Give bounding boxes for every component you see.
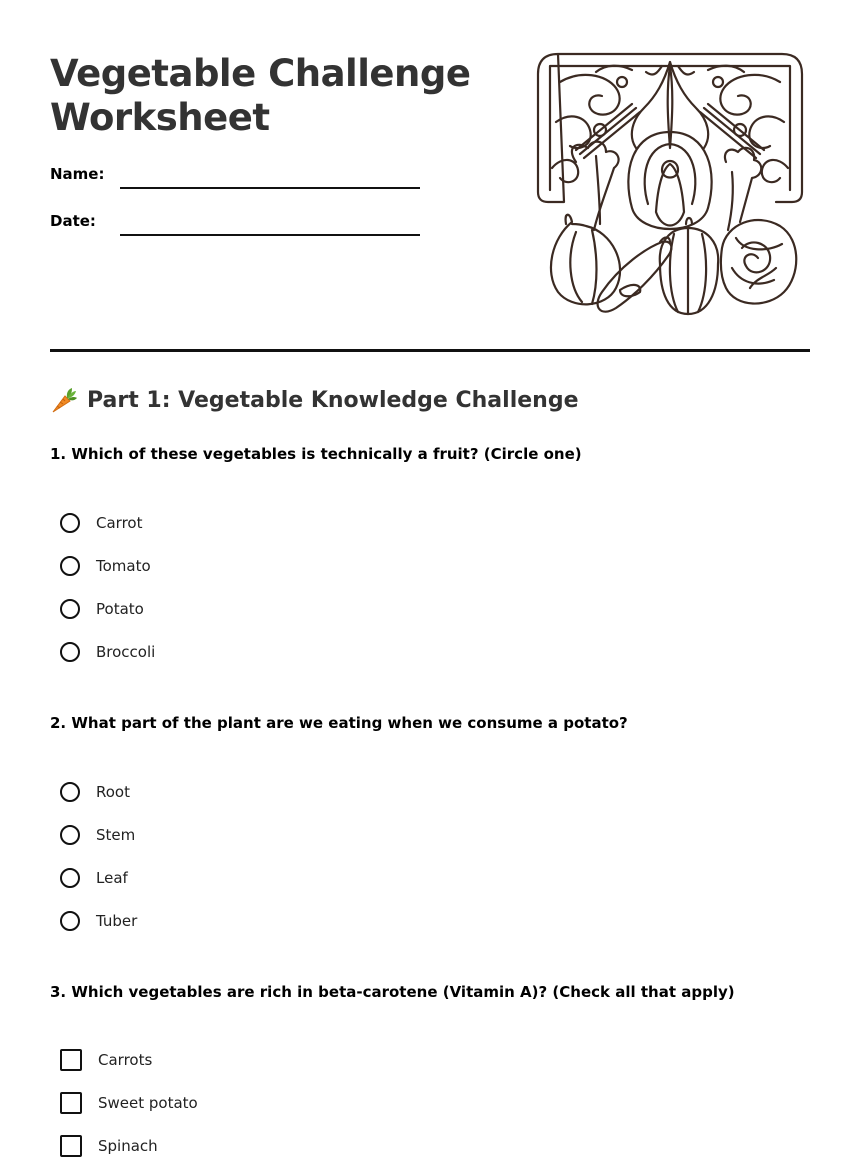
header-divider — [50, 349, 810, 352]
date-field[interactable] — [120, 234, 420, 236]
radio-circle[interactable] — [60, 782, 80, 802]
radio-circle[interactable] — [60, 599, 80, 619]
carrot-icon — [50, 386, 78, 414]
radio-circle[interactable] — [60, 868, 80, 888]
radio-circle[interactable] — [60, 513, 80, 533]
checkbox[interactable] — [60, 1092, 82, 1114]
q2-option-tuber[interactable] — [60, 909, 137, 933]
title-line-2: Worksheet — [50, 96, 270, 139]
q3-option-sweet-potato[interactable] — [60, 1091, 198, 1115]
option-label: Stem — [96, 826, 136, 844]
radio-circle[interactable] — [60, 642, 80, 662]
q3-option-carrots[interactable] — [60, 1048, 152, 1072]
option-label: Spinach — [98, 1137, 158, 1155]
question-1-text: 1. Which of these vegetables is technically a fruit? (Circle one) — [50, 445, 582, 463]
question-3-text: 3. Which vegetables are rich in beta-carotene (Vitamin A)? (Check all that apply) — [50, 983, 735, 1001]
q1-option-potato[interactable] — [60, 597, 144, 621]
option-label: Carrot — [96, 514, 143, 532]
option-label: Sweet potato — [98, 1094, 198, 1112]
part-1-heading — [50, 386, 579, 414]
q1-option-tomato[interactable] — [60, 554, 151, 578]
worksheet-page — [50, 0, 810, 1161]
option-label: Carrots — [98, 1051, 153, 1069]
q2-option-stem[interactable] — [60, 823, 135, 847]
vegetable-mandala-illustration — [536, 52, 804, 320]
date-label: Date: — [50, 212, 96, 230]
radio-circle[interactable] — [60, 556, 80, 576]
option-label: Leaf — [96, 869, 128, 887]
option-label: Broccoli — [96, 643, 156, 661]
option-label: Potato — [96, 600, 144, 618]
q3-option-spinach[interactable] — [60, 1134, 158, 1158]
option-label: Root — [96, 783, 130, 801]
option-label: Tuber — [96, 912, 138, 930]
q1-option-carrot[interactable] — [60, 511, 142, 535]
q2-option-root[interactable] — [60, 780, 130, 804]
q2-option-leaf[interactable] — [60, 866, 128, 890]
checkbox[interactable] — [60, 1049, 82, 1071]
radio-circle[interactable] — [60, 911, 80, 931]
option-label: Tomato — [96, 557, 151, 575]
name-label: Name: — [50, 165, 105, 183]
question-2-text: 2. What part of the plant are we eating when we consume a potato? — [50, 714, 628, 732]
name-field[interactable] — [120, 187, 420, 189]
part-1-heading-text: Part 1: Vegetable Knowledge Challenge — [87, 387, 579, 413]
radio-circle[interactable] — [60, 825, 80, 845]
worksheet-title — [50, 52, 470, 140]
checkbox[interactable] — [60, 1135, 82, 1157]
title-line-1: Vegetable Challenge — [50, 52, 471, 95]
q1-option-broccoli[interactable] — [60, 640, 155, 664]
